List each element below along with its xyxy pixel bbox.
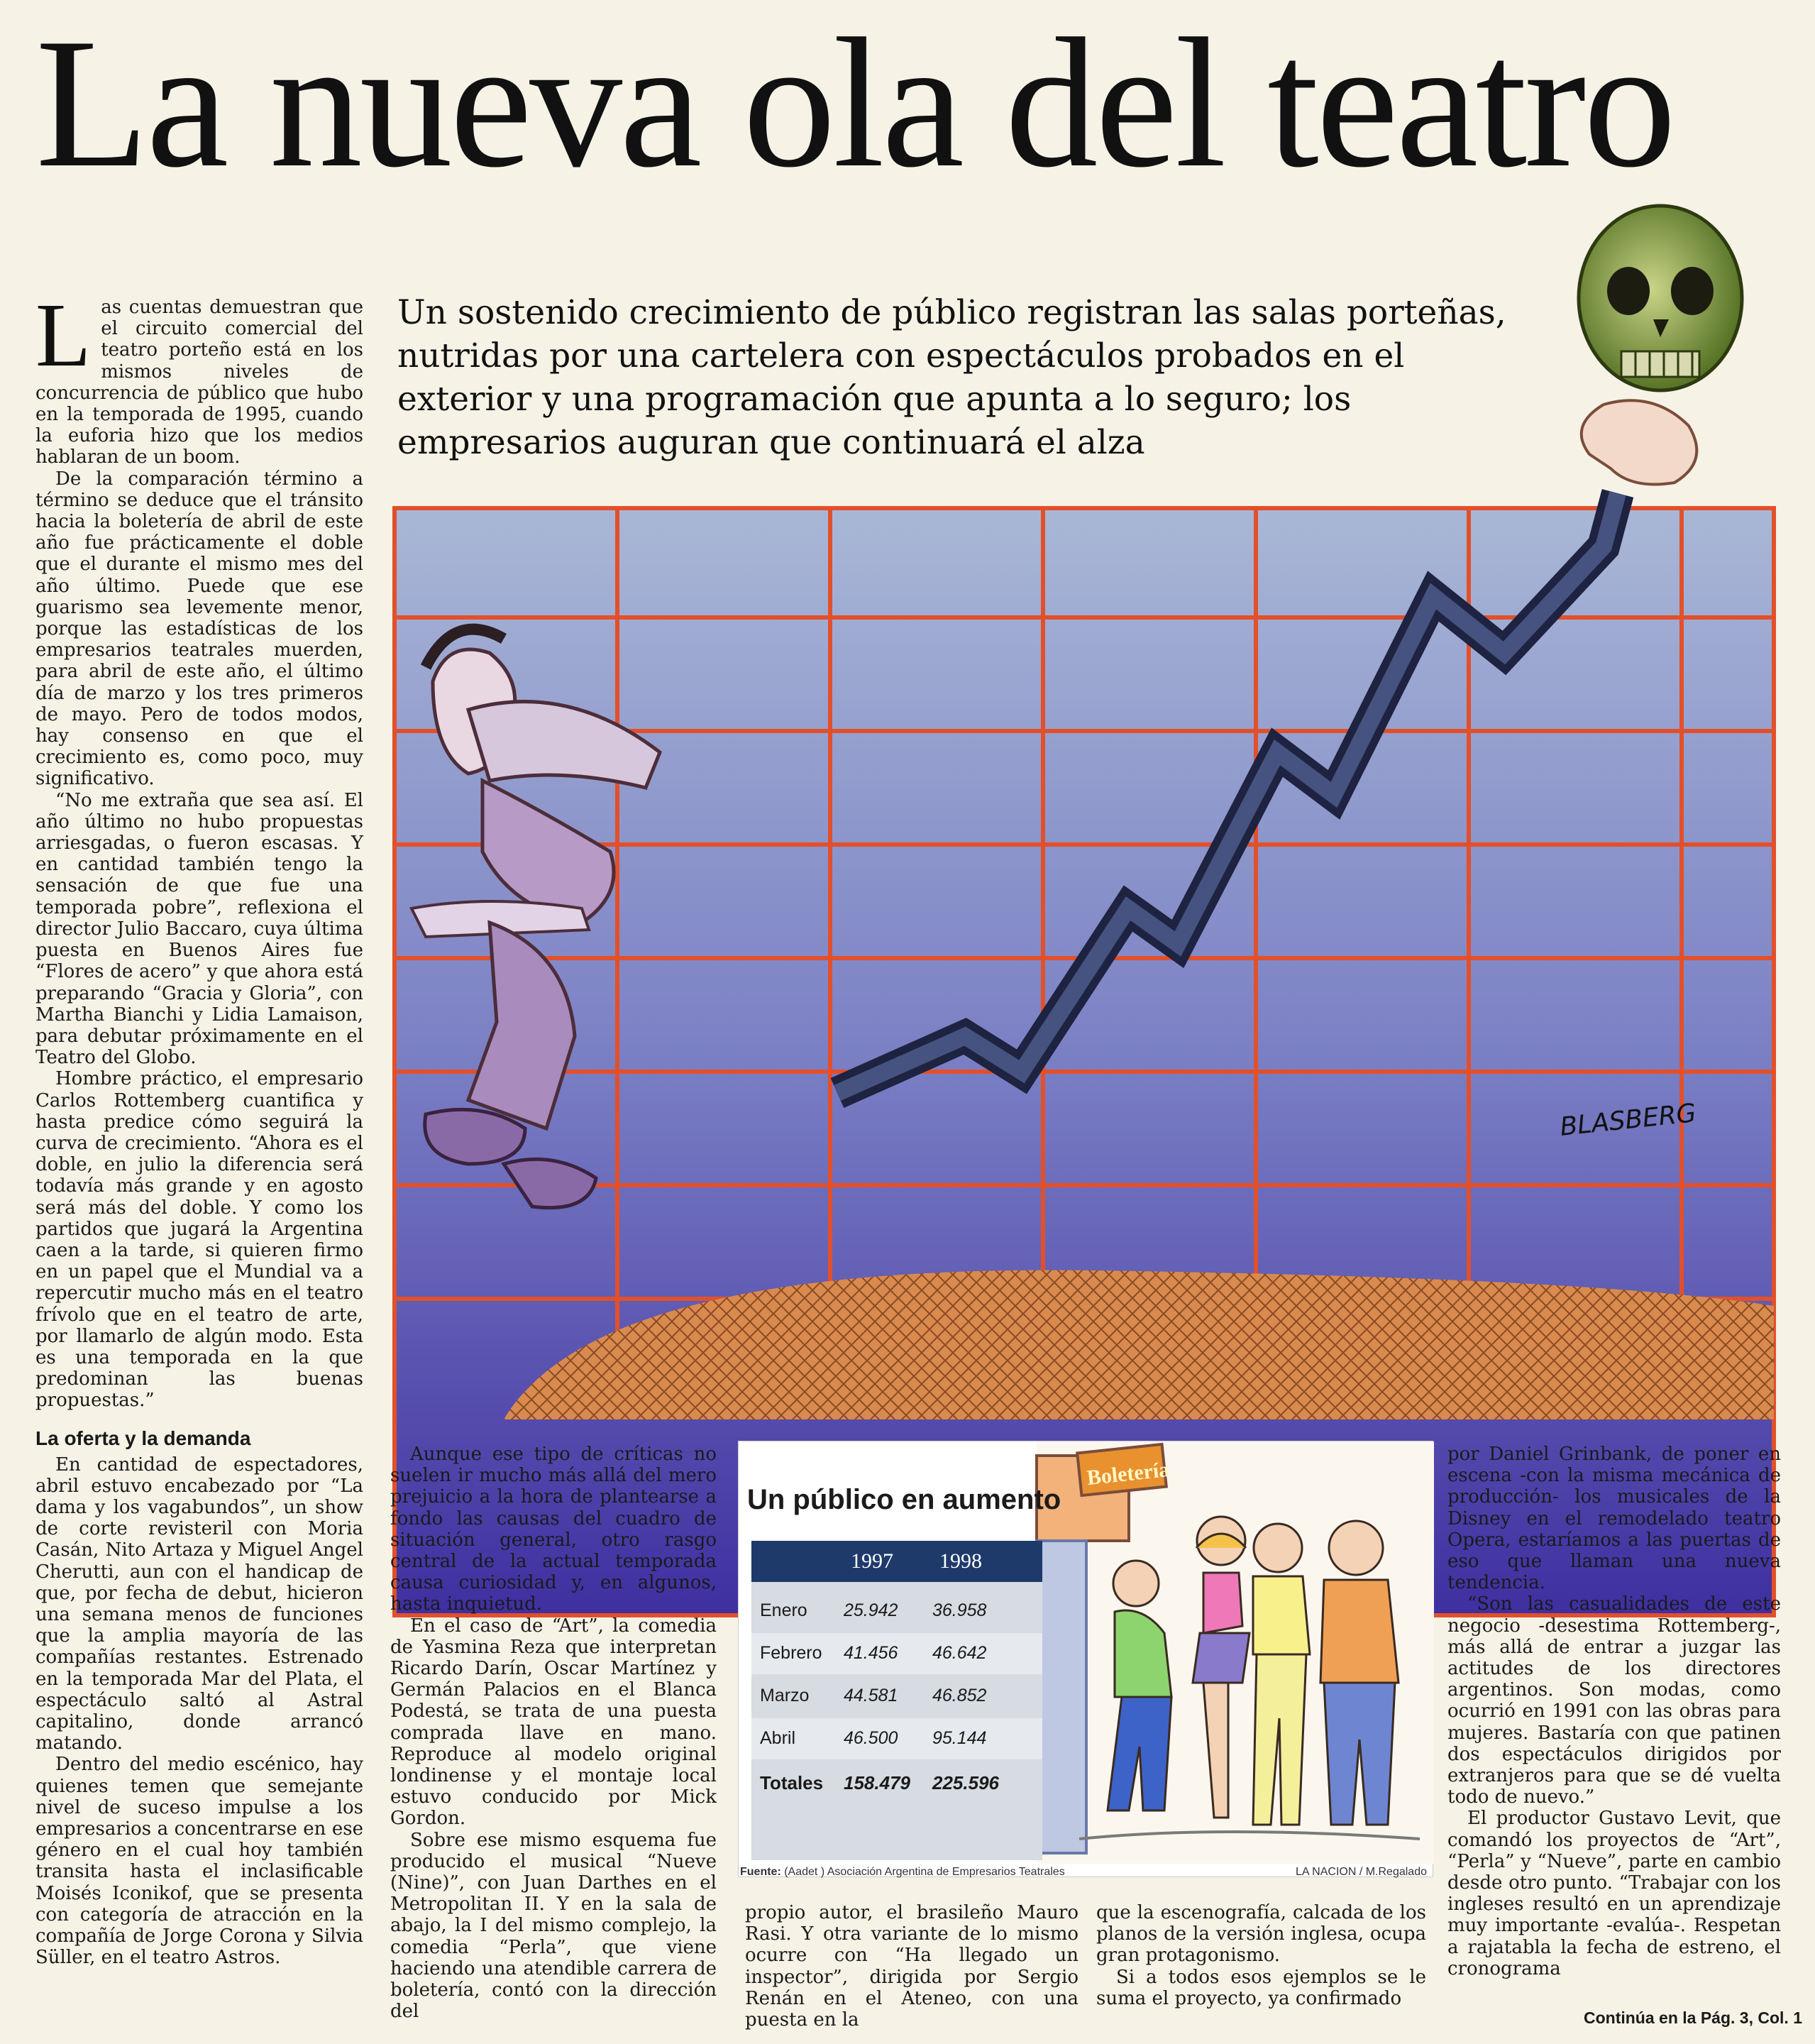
table-total-row	[751, 1762, 1042, 1803]
article-paragraph: De la comparación término a término se deduce que el tránsito hacia la boletería de abril de este año fue prácticamente el doble que el durante el mismo mes del año último. Puede que ese guarismo sea levemente menor, porque las estadísticas de los empresarios teatrales muerden, para abril de este año, el último día de marzo y los tres primeros de mayo. Pero de todos modos, hay consenso en que el crecimiento es, como poco, muy significativo.	[35, 468, 363, 790]
article-paragraph: Aunque ese tipo de críticas no suelen ir mucho más allá del mero prejuicio a la hora de plantearse a fondo las causas del cuadro de situación general, otro rasgo central de la actual temporada causa curiosidad y, en algunos, hasta inquietud.	[390, 1444, 717, 1615]
hand	[1582, 400, 1697, 484]
illustrator-signature: BLASBERG	[1558, 1099, 1698, 1142]
column-header-1997: 1997	[851, 1549, 893, 1573]
skull-icon	[1579, 206, 1742, 390]
article-paragraph: En cantidad de espectadores, abril estuvo encabezado por “La dama y los vagabundos”, un show de corte revisteril con Moria Casán, Nito Artaza y Miguel Angel Cherutti, aun con el handicap de que, por fecha de debut, hicieron una semana menos de funciones que la amplia mayoría de las compañías restantes. Estrenado en la temporada Mar del Plata, el espectáculo saltó al Astral capitalino, donde arrancó matando.	[35, 1454, 363, 1754]
value-1998: 46.642	[932, 1643, 987, 1663]
article-paragraph: Las cuentas demuestran que el circuito comercial del teatro porteño está en los mismos niveles de concurrencia de público que hubo en la temporada de 1995, cuando la euforia hizo que los medios hablaran de un boom.	[35, 285, 363, 468]
value-1997: 44.581	[844, 1686, 898, 1705]
infographic-title: Un público en aumento	[747, 1484, 1061, 1515]
headline: La nueva ola del teatro	[35, 0, 1674, 206]
article-paragraph: El productor Gustavo Levit, que comandó los proyectos de “Art”, “Perla” y “Nueve”, parte en cambio desde otro punto. “Trabajar con los ingleses resultó en un aprendizaje muy importante -evalúa-. Respetan a rajatabla la fecha de estreno, el cronograma	[1447, 1808, 1781, 1979]
value-1998: 36.958	[932, 1600, 987, 1620]
infographic-source: Fuente: (Aadet ) Asociación Argentina de Empresarios Teatrales	[740, 1866, 1065, 1878]
value-1997: 25.942	[844, 1600, 898, 1620]
table-row	[751, 1676, 1042, 1717]
article-paragraph: En el caso de “Art”, la comedia de Yasmina Reza que interpretan Ricardo Darín, Oscar Martínez y Germán Palacios en el Blanca Podestá, se trata de una puesta comprada llave en mano. Reproduce al modelo original londinense y el montaje local estuvo conducido por Mick Gordon.	[390, 1615, 717, 1830]
article-column-2	[390, 1444, 717, 2023]
illustration	[383, 213, 1788, 1419]
article-paragraph: Hombre práctico, el empresario Carlos Rottemberg cuantifica y hasta predice cómo seguirá la curva de crecimiento. “Ahora es el doble, en julio la diferencia será todavía más grande y en agosto será más del doble. Y como los partidos que jugará la Argentina caen a la tarde, si quieren firmo en un papel que el Mundial va a repercutir mucho más en el teatro frívolo que en el teatro de arte, por llamarlo de algún modo. Esta es una temporada en la que predominan las buenas propuestas.”	[35, 1068, 363, 1412]
article-column-1	[35, 285, 363, 2007]
table-row	[751, 1590, 1042, 1632]
section-subtitle: La oferta y la demanda	[35, 1427, 251, 1449]
row-label: Febrero	[760, 1643, 822, 1663]
table-row	[751, 1718, 1042, 1759]
infographic	[738, 1441, 1433, 1877]
article-column-4	[1096, 1902, 1426, 2009]
article-column-5	[1447, 1444, 1781, 2004]
article-paragraph: por Daniel Grinbank, de poner en escena -con la misma mecánica de producción- los musicales de la Disney en el remodelado teatro Opera, estaríamos a las puertas de eso que llaman una nueva tendencia.	[1447, 1444, 1781, 1594]
total-label: Totales	[760, 1772, 824, 1793]
total-1998: 225.596	[932, 1772, 999, 1793]
ticket-office-illustration	[1037, 1441, 1434, 1864]
row-label: Enero	[760, 1600, 807, 1620]
value-1998: 46.852	[932, 1686, 987, 1705]
value-1998: 95.144	[932, 1728, 987, 1748]
data-table	[751, 1541, 1042, 1860]
article-paragraph: que la escenografía, calcada de los planos de la versión inglesa, ocupa gran protagonismo.	[1096, 1902, 1426, 1967]
infographic-credit: LA NACION / M.Regalado	[1296, 1866, 1427, 1878]
total-1997: 158.479	[844, 1772, 910, 1793]
subhead: Un sostenido crecimiento de público registran las salas porteñas, nutridas por una cartelera con espectáculos probados en el exterior y una programación que apunta a lo seguro; los empresarios auguran que continuará el alza	[397, 293, 1506, 462]
row-label: Marzo	[760, 1686, 810, 1705]
article-paragraph: propio autor, el brasileño Mauro Rasi. Y otra variante de lo mismo ocurre con “Ha llegado un inspector”, dirigida por Sergio Renán en el Ateneo, con una puesta en la	[745, 1902, 1078, 2031]
article-paragraph: “Son las casualidades de este negocio -desestima Rottemberg-, más allá de entrar a juzgar las actitudes de los directores argentinos. Son modas, como ocurrió en 1991 con las obras para mujeres. Bastaría con que patinen dos espectáculos dirigidos por extranjeros para que se dé vuelta todo de nuevo.”	[1447, 1593, 1781, 1808]
continues-note: Continúa en la Pág. 3, Col. 1	[1584, 2009, 1802, 2027]
article-paragraph: Sobre ese mismo esquema fue producido el musical “Nueve (Nine)”, con Juan Darthes en el Metropolitan II. Y en la sala de abajo, la I del mismo complejo, la comedia “Perla”, que viene haciendo una atendible carrera de boletería, contó con la dirección del	[390, 1829, 717, 2023]
ticket-office-sign: Boletería	[1086, 1458, 1171, 1490]
value-1997: 46.500	[844, 1728, 898, 1748]
article-column-3	[745, 1902, 1078, 2031]
article-paragraph: Dentro del medio escénico, hay quienes temen que semejante nivel de suceso impulse a los empresarios a concentrarse en ese género en el cual hoy también transita hasta el inclasificable Moisés Iconikof, que se presenta con categoría de atracción en la compañía de Jorge Corona y Silvia Süller, en el teatro Astros.	[35, 1754, 363, 1969]
row-label: Abril	[760, 1728, 796, 1748]
article-paragraph: Si a todos esos ejemplos se le suma el proyecto, ya confirmado	[1096, 1966, 1426, 2009]
article-paragraph: “No me extraña que sea así. El año último no hubo propuestas arriesgadas, o fueron escasas. Y en cantidad también tengo la sensación de que fue una temporada pobre”, reflexiona el director Julio Baccaro, cuya última puesta en Buenos Aires fue “Flores de acero” y que ahora está preparando “Gracia y Gloria”, con Martha Bianchi y Lidia Lamaison, para debutar próximamente en el Teatro del Globo.	[35, 789, 363, 1069]
value-1997: 41.456	[844, 1643, 898, 1663]
table-row	[751, 1633, 1042, 1674]
drop-cap: L	[35, 285, 92, 385]
column-header-1998: 1998	[939, 1549, 982, 1573]
table-header	[751, 1541, 1042, 1582]
